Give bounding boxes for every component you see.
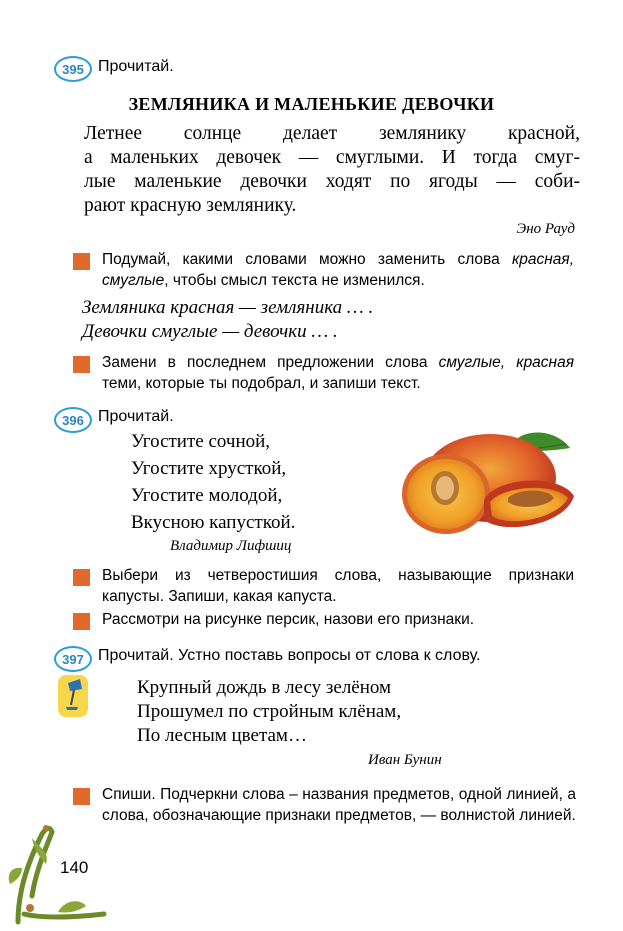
exercise-number-396: 396 (54, 407, 92, 433)
task-396-2: Рассмотри на рисунке персик, назови его признаки. (102, 611, 475, 628)
poem-line: Прошумел по стройным клёнам, (137, 701, 402, 722)
text-line: лые маленькие девочки ходят по ягоды — соби- (84, 171, 580, 192)
author-raud: Эно Рауд (516, 221, 575, 237)
example-line-1: Земляника красная — земляника … . (82, 297, 374, 318)
poem-bunin (137, 676, 401, 748)
lamp-icon (58, 675, 88, 717)
exercise-number-397: 397 (54, 646, 92, 672)
text-line: рают красную землянику. (84, 195, 297, 216)
instruction-396: Прочитай. (98, 408, 174, 425)
poem-line: Крупный дождь в лесу зелёном (137, 677, 392, 698)
text-line: а маленьких девочек — смуглыми. И тогда смуг- (84, 147, 580, 168)
task-text: Замени в последнем предложении слова (102, 354, 439, 371)
peach-image (398, 428, 578, 540)
example-line-2: Девочки смуглые — девочки … . (82, 321, 338, 342)
poem-line: По лесным цветам… (137, 725, 307, 746)
text-title: ЗЕМЛЯНИКА И МАЛЕНЬКИЕ ДЕВОЧКИ (128, 94, 495, 114)
instruction-397: Прочитай. Устно поставь вопросы от слова к слову. (98, 647, 481, 664)
poem-lifshits (131, 428, 295, 536)
exercise-number-395: 395 (54, 56, 92, 82)
author-lifshits: Владимир Лифшиц (170, 538, 292, 554)
instruction-395: Прочитай. (98, 58, 174, 75)
task-395-2 (102, 352, 574, 394)
task-marker (73, 613, 90, 630)
poem-line: Вкусною капусткой. (131, 512, 296, 533)
task-text: , чтобы смысл текста не изменился. (164, 272, 425, 289)
author-bunin: Иван Бунин (368, 752, 442, 768)
task-marker (73, 569, 90, 586)
poem-line: Угостите молодой, (131, 485, 283, 506)
task-marker (73, 253, 90, 270)
page-number: 140 (60, 858, 89, 877)
text-line: Летнее солнце делает землянику красной, (84, 123, 580, 144)
task-text: теми, которые ты подобрал, и запиши текст. (102, 375, 421, 392)
task-marker (73, 788, 90, 805)
task-395-1 (102, 249, 574, 291)
task-italic-words: красная, смуглые (102, 251, 574, 289)
task-396-1: Выбери из четверостишия слова, называющие признаки капусты. Запиши, какая капуста. (102, 567, 574, 605)
task-italic-words: смуглые, красная (438, 354, 574, 371)
poem-line: Угостите сочной, (131, 431, 271, 452)
task-text: Подумай, какими словами можно заменить слова (102, 251, 512, 268)
task-397: Спиши. Подчеркни слова – названия предметов, одной линией, а слова, обозначающие признаки предметов, — волнистой линией. (102, 786, 576, 824)
text-body (84, 122, 580, 218)
poem-line: Угостите хрусткой, (131, 458, 287, 479)
peach-icon (398, 428, 578, 540)
task-marker (73, 356, 90, 373)
